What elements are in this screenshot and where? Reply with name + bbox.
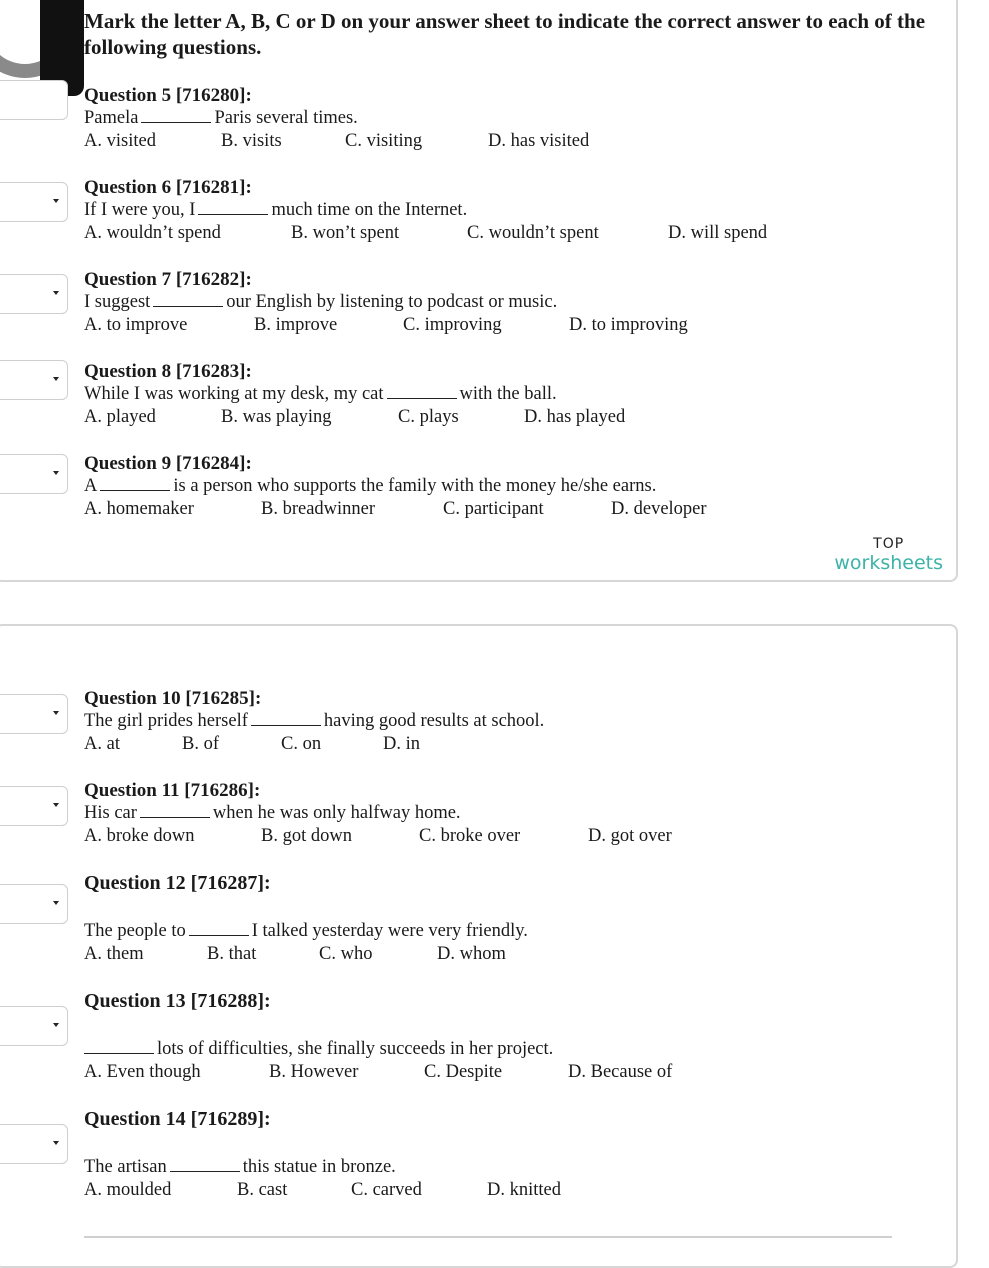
spacer bbox=[84, 1013, 271, 1038]
stem-after: lots of difficulties, she finally succeeds in her project. bbox=[157, 1039, 554, 1059]
chevron-down-icon bbox=[53, 1141, 59, 1145]
options-row bbox=[84, 314, 688, 337]
option-b: B. breadwinner bbox=[261, 499, 376, 519]
option-a: A. played bbox=[84, 407, 156, 427]
options-row bbox=[84, 1179, 561, 1202]
question-stem bbox=[84, 802, 461, 825]
answer-dropdown-q11[interactable] bbox=[0, 786, 68, 826]
option-c: C. broke over bbox=[419, 826, 521, 846]
stem-text bbox=[84, 199, 467, 222]
question-13 bbox=[84, 990, 673, 1084]
question-9 bbox=[84, 452, 707, 521]
answer-blank bbox=[387, 383, 457, 399]
answer-blank bbox=[84, 1038, 154, 1054]
stem-text bbox=[84, 291, 557, 314]
question-stem bbox=[84, 199, 468, 222]
chevron-down-icon bbox=[53, 711, 59, 715]
stem-after: is a person who supports the family with the money he/she earns. bbox=[173, 476, 657, 496]
option-d: D. has visited bbox=[488, 131, 590, 151]
question-title: Question 7 [716282]: bbox=[84, 269, 252, 290]
stem-after: I talked yesterday were very friendly. bbox=[251, 921, 528, 941]
question-11 bbox=[84, 779, 672, 848]
option-a: A. broke down bbox=[84, 826, 195, 846]
question-stem bbox=[84, 1156, 396, 1179]
option-d: D. developer bbox=[611, 499, 707, 519]
answer-blank bbox=[141, 107, 211, 123]
option-b: B. However bbox=[269, 1062, 359, 1082]
option-d: D. will spend bbox=[668, 223, 768, 243]
stem-after: having good results at school. bbox=[323, 711, 545, 731]
question-14 bbox=[84, 1108, 561, 1202]
chevron-down-icon bbox=[53, 199, 59, 203]
stem-text bbox=[84, 1156, 396, 1179]
option-c: C. participant bbox=[443, 499, 544, 519]
divider bbox=[84, 1236, 892, 1238]
option-c: C. carved bbox=[351, 1180, 422, 1200]
option-d: D. has played bbox=[524, 407, 626, 427]
spacer bbox=[84, 1131, 271, 1156]
answer-dropdown-q12[interactable] bbox=[0, 884, 68, 924]
question-title: Question 10 [716285]: bbox=[84, 688, 262, 709]
option-b: B. was playing bbox=[221, 407, 332, 427]
question-title: Question 12 [716287]: bbox=[84, 872, 271, 894]
option-c: C. wouldn’t spent bbox=[467, 223, 599, 243]
stem-text bbox=[84, 920, 528, 943]
option-d: D. knitted bbox=[487, 1180, 561, 1200]
options-row bbox=[84, 943, 506, 966]
question-title: Question 9 [716284]: bbox=[84, 453, 252, 474]
question-10 bbox=[84, 687, 545, 756]
stem-after: Paris several times. bbox=[214, 108, 358, 128]
stem-after: much time on the Internet. bbox=[271, 200, 468, 220]
option-a: A. homemaker bbox=[84, 499, 194, 519]
question-stem bbox=[84, 475, 657, 498]
option-d: D. to improving bbox=[569, 315, 688, 335]
option-b: B. improve bbox=[254, 315, 338, 335]
question-8 bbox=[84, 360, 626, 429]
option-c: C. plays bbox=[398, 407, 459, 427]
answer-dropdown-q8[interactable] bbox=[0, 360, 68, 400]
stem-text bbox=[84, 1038, 553, 1061]
question-title: Question 6 [716281]: bbox=[84, 177, 252, 198]
answer-dropdown-q5[interactable] bbox=[0, 80, 68, 120]
answer-blank bbox=[100, 475, 170, 491]
answer-dropdown-q9[interactable] bbox=[0, 454, 68, 494]
chevron-down-icon bbox=[53, 803, 59, 807]
spacer bbox=[84, 895, 271, 920]
stem-before: While I was working at my desk, my cat bbox=[84, 384, 384, 404]
option-b: B. won’t spent bbox=[291, 223, 400, 243]
options-row bbox=[84, 1061, 673, 1084]
answer-dropdown-q7[interactable] bbox=[0, 274, 68, 314]
answer-dropdown-q10[interactable] bbox=[0, 694, 68, 734]
question-stem bbox=[84, 710, 545, 733]
option-d: D. Because of bbox=[568, 1062, 673, 1082]
chevron-down-icon bbox=[53, 377, 59, 381]
question-title: Question 13 [716288]: bbox=[84, 990, 271, 1012]
stem-before: A bbox=[84, 476, 98, 496]
options-row bbox=[84, 406, 626, 429]
answer-blank bbox=[140, 802, 210, 818]
stem-text bbox=[84, 475, 656, 498]
answer-blank bbox=[170, 1156, 240, 1172]
question-stem bbox=[84, 383, 557, 406]
option-c: C. who bbox=[319, 944, 373, 964]
question-7 bbox=[84, 268, 688, 337]
chevron-down-icon bbox=[53, 901, 59, 905]
stem-text bbox=[84, 710, 544, 733]
question-5 bbox=[84, 84, 590, 153]
answer-blank bbox=[198, 199, 268, 215]
stem-before: The girl prides herself bbox=[84, 711, 248, 731]
option-a: A. moulded bbox=[84, 1180, 172, 1200]
logo-top-text: TOP bbox=[873, 536, 905, 552]
stem-before: I suggest bbox=[84, 292, 151, 312]
top-worksheets-logo bbox=[834, 536, 943, 574]
options-row bbox=[84, 733, 420, 756]
options-row bbox=[84, 130, 590, 153]
answer-dropdown-q6[interactable] bbox=[0, 182, 68, 222]
question-title: Question 11 [716286]: bbox=[84, 780, 261, 801]
stem-before: The artisan bbox=[84, 1157, 167, 1177]
stem-before: His car bbox=[84, 803, 137, 823]
chevron-down-icon bbox=[53, 291, 59, 295]
stem-before: The people to bbox=[84, 921, 186, 941]
stem-after: with the ball. bbox=[459, 384, 557, 404]
question-title: Question 14 [716289]: bbox=[84, 1108, 271, 1130]
option-d: D. in bbox=[383, 734, 420, 754]
option-b: B. cast bbox=[237, 1180, 288, 1200]
question-title: Question 5 [716280]: bbox=[84, 85, 252, 106]
answer-dropdown-q13[interactable] bbox=[0, 1006, 68, 1046]
logo-name-text: worksheets bbox=[834, 552, 943, 574]
option-c: C. visiting bbox=[345, 131, 423, 151]
option-a: A. at bbox=[84, 734, 120, 754]
stem-text bbox=[84, 107, 358, 130]
option-c: C. Despite bbox=[424, 1062, 503, 1082]
option-d: D. whom bbox=[437, 944, 506, 964]
stem-before: Pamela bbox=[84, 108, 139, 128]
answer-blank bbox=[251, 710, 321, 726]
option-b: B. visits bbox=[221, 131, 282, 151]
question-6 bbox=[84, 176, 768, 245]
question-stem bbox=[84, 1038, 554, 1061]
chevron-down-icon bbox=[53, 471, 59, 475]
question-title: Question 8 [716283]: bbox=[84, 361, 252, 382]
option-a: A. to improve bbox=[84, 315, 188, 335]
stem-before: If I were you, I bbox=[84, 200, 196, 220]
options-row bbox=[84, 825, 672, 848]
stem-after: our English by listening to podcast or music. bbox=[226, 292, 558, 312]
stem-after: this statue in bronze. bbox=[242, 1157, 396, 1177]
option-a: A. them bbox=[84, 944, 144, 964]
stem-text bbox=[84, 802, 461, 825]
question-stem bbox=[84, 291, 558, 314]
chevron-down-icon bbox=[53, 1023, 59, 1027]
option-d: D. got over bbox=[588, 826, 672, 846]
options-row bbox=[84, 222, 768, 245]
question-12 bbox=[84, 872, 528, 966]
answer-blank bbox=[153, 291, 223, 307]
option-b: B. got down bbox=[261, 826, 352, 846]
question-stem bbox=[84, 920, 528, 943]
option-c: C. on bbox=[281, 734, 322, 754]
option-b: B. of bbox=[182, 734, 219, 754]
instructions: Mark the letter A, B, C or D on your answer sheet to indicate the correct answer to each of the following questions. bbox=[84, 9, 926, 59]
question-stem bbox=[84, 107, 358, 130]
option-a: A. wouldn’t spend bbox=[84, 223, 221, 243]
option-a: A. visited bbox=[84, 131, 156, 151]
option-c: C. improving bbox=[403, 315, 502, 335]
option-b: B. that bbox=[207, 944, 257, 964]
options-row bbox=[84, 498, 707, 521]
stem-after: when he was only halfway home. bbox=[212, 803, 461, 823]
stem-text bbox=[84, 383, 557, 406]
answer-dropdown-q14[interactable] bbox=[0, 1124, 68, 1164]
option-a: A. Even though bbox=[84, 1062, 201, 1082]
answer-blank bbox=[189, 920, 249, 936]
